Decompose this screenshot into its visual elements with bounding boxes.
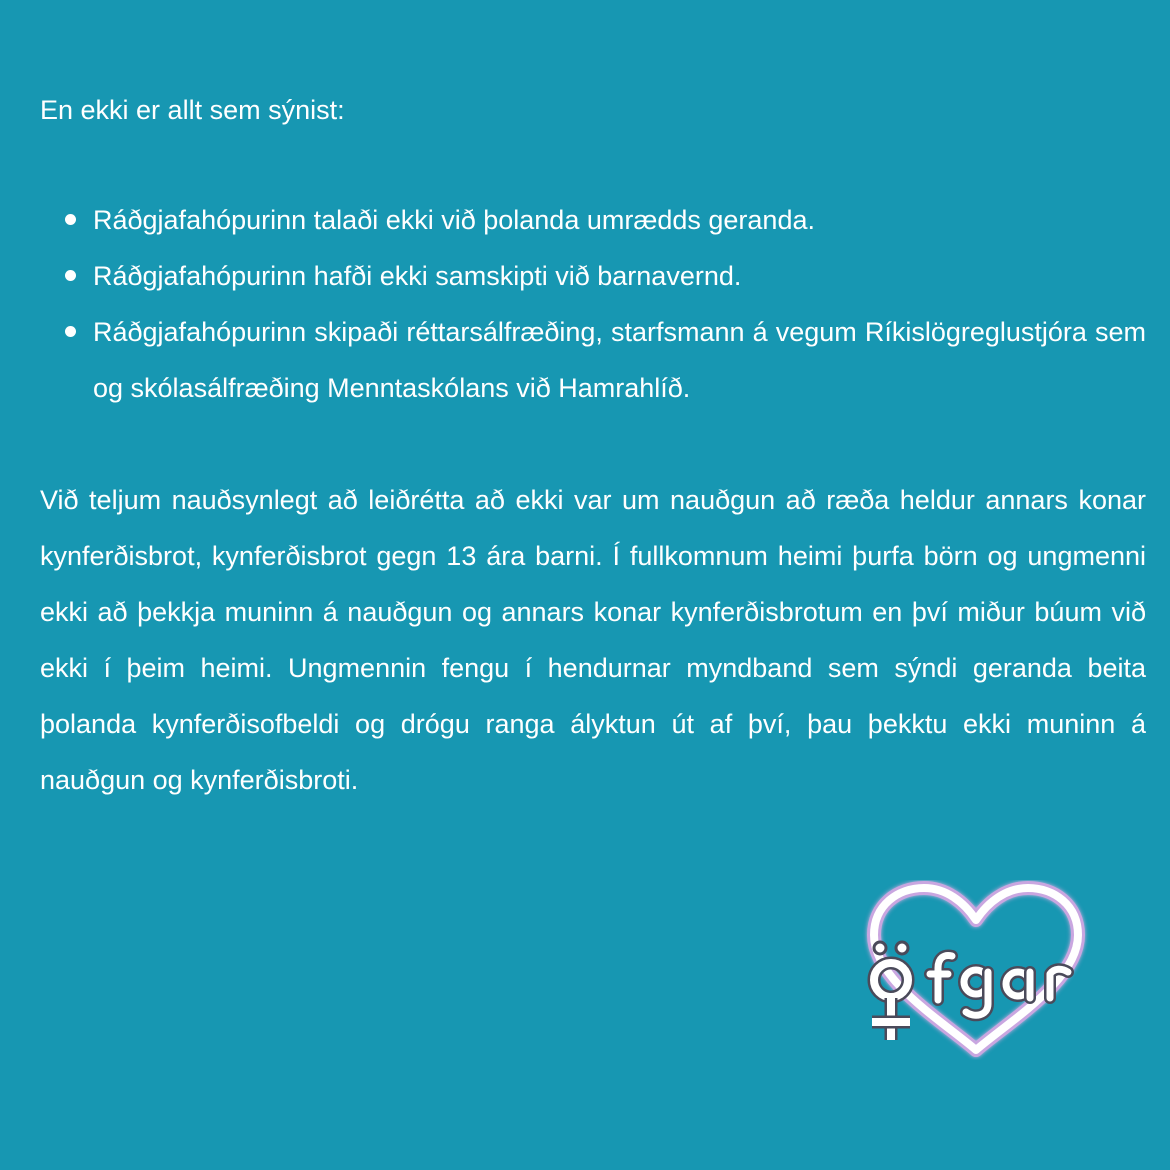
document-body	[40, 82, 1146, 808]
list-item	[40, 248, 1146, 304]
bullet-list	[40, 192, 1146, 416]
body-paragraph: Við teljum nauðsynlegt að leiðrétta að ekki var um nauðgun að ræða heldur annars konar kynferðisbrot, kynferðisbrot gegn 13 ára barni. Í fullkomnum heimi þurfa börn og ungmenni ekki að þekkja muninn á nauðgun og annars konar kynferðisbrotum en því miður búum við ekki í þeim heimi. Ungmennin fengu í hendurnar myndband sem sýndi geranda beita þolanda kynferðisofbeldi og drógu ranga ályktun út af því, þau þekktu ekki muninn á nauðgun og kynferðisbroti.	[40, 485, 1146, 795]
bullet-icon	[65, 214, 76, 225]
logo-letters	[930, 956, 1068, 1016]
list-item	[40, 304, 1146, 416]
list-item-text: Ráðgjafahópurinn hafði ekki samskipti við barnavernd.	[93, 261, 742, 291]
list-item-text: Ráðgjafahópurinn skipaði réttarsálfræðing, starfsmann á vegum Ríkislögreglustjóra sem og skólasálfræðing Menntaskólans við Hamrahlíð.	[93, 317, 1146, 403]
list-item	[40, 192, 1146, 248]
bullet-icon	[65, 326, 76, 337]
ofgar-logo	[846, 880, 1106, 1060]
intro-text: En ekki er allt sem sýnist:	[40, 95, 345, 125]
list-item-text: Ráðgjafahópurinn talaði ekki við þolanda umrædds geranda.	[93, 205, 815, 235]
bullet-icon	[65, 270, 76, 281]
